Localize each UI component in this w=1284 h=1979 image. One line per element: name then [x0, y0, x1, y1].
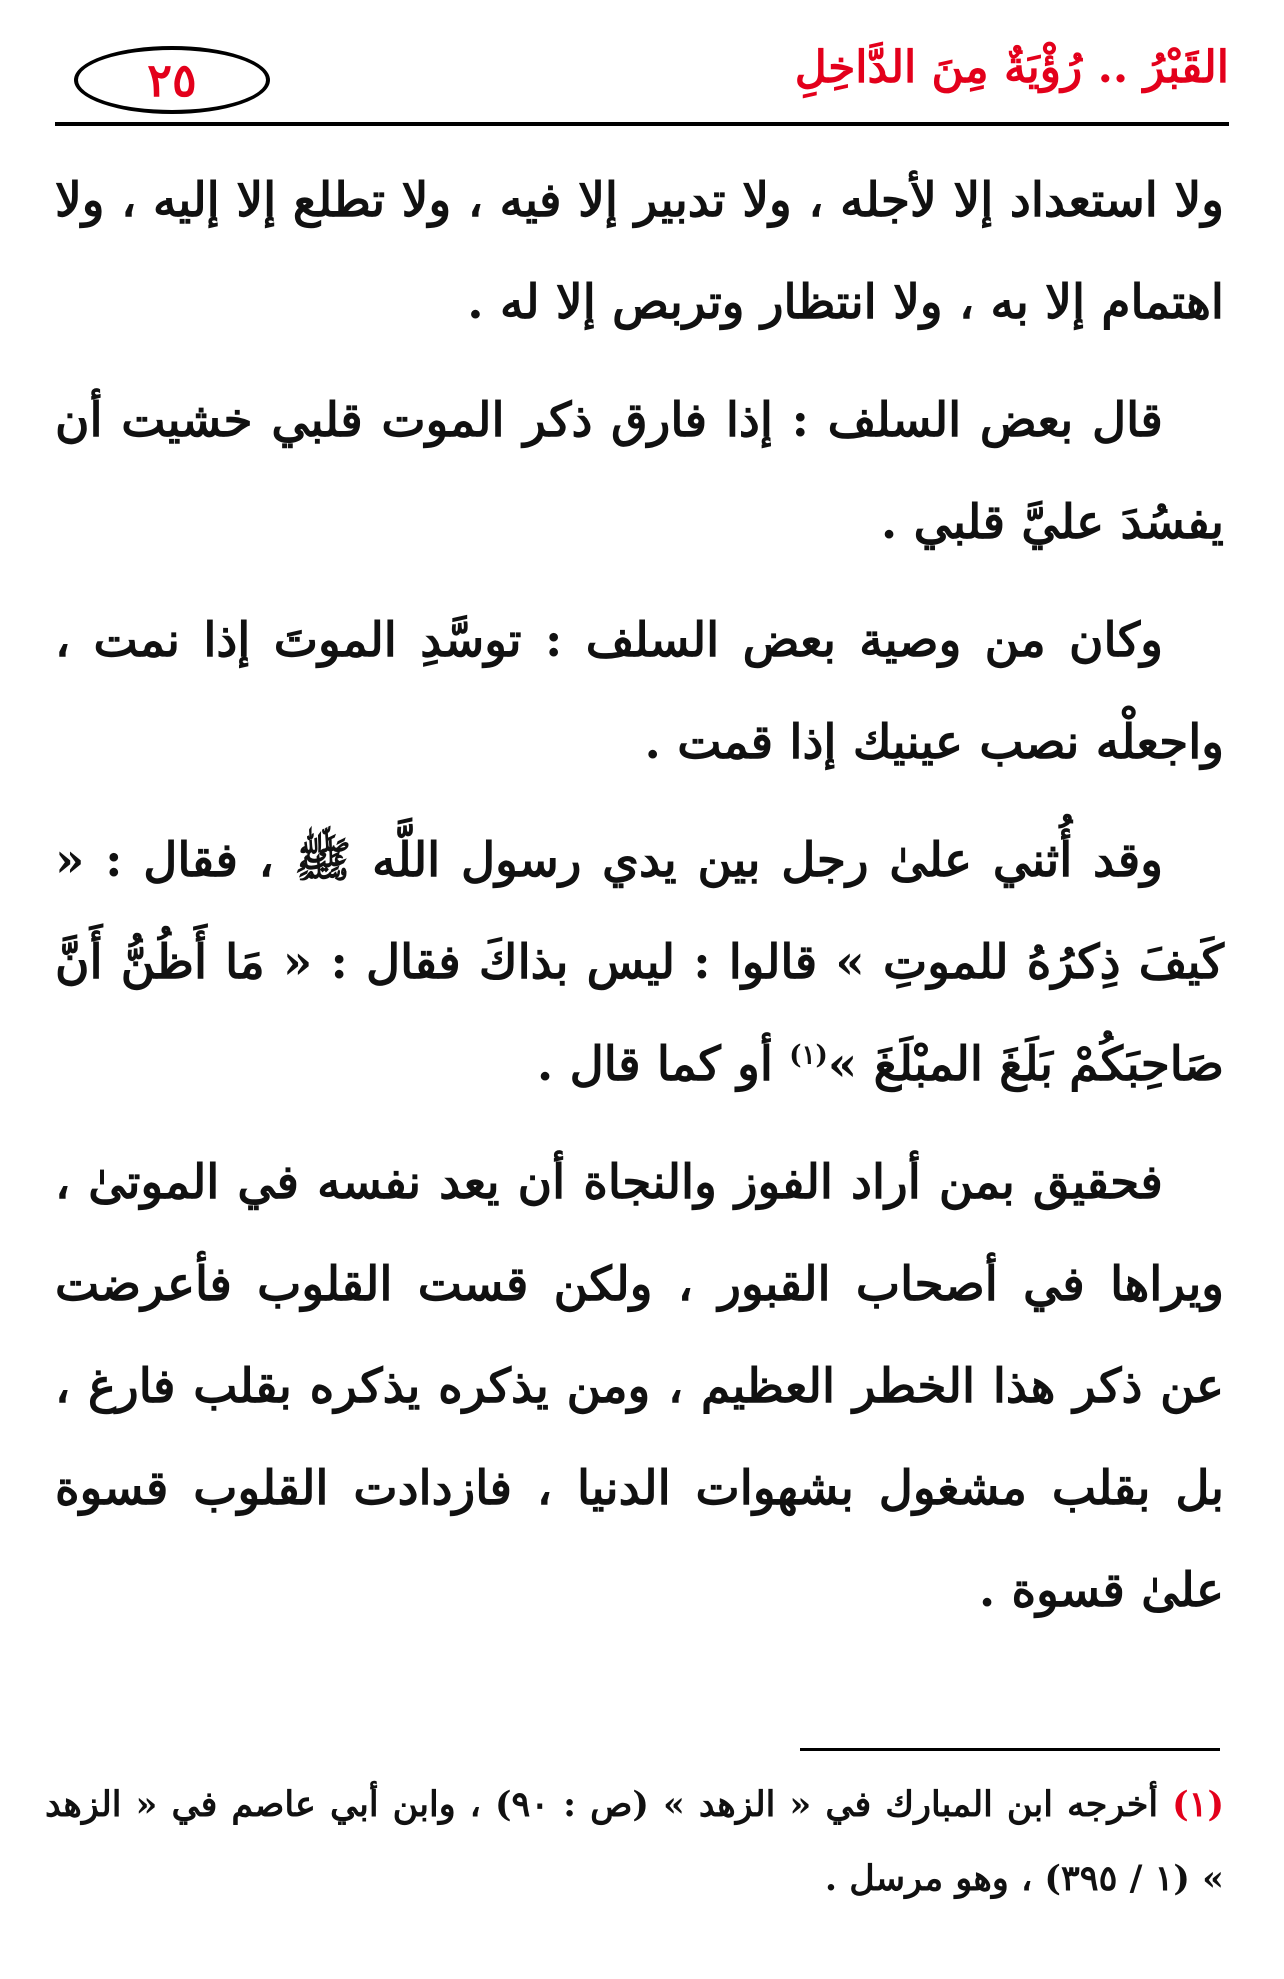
- header-divider: [55, 122, 1229, 126]
- page-number: ٢٥: [74, 46, 270, 114]
- hadith-quote: « كَيفَ ذِكرُهُ للموتِ »: [55, 833, 1224, 990]
- hadith-quote: « مَا أَظُنُّ أَنَّ صَاحِبَكُمْ بَلَغَ المبْلَغَ »: [55, 935, 1224, 1092]
- footnote-text: أخرجه ابن المبارك في « الزهد » (ص : ٩٠) ، وابن أبي عاصم في « الزهد » (١ / ٣٩٥) ، وهو مرسل .: [45, 1784, 1224, 1899]
- footnote-reference[interactable]: (١): [789, 1040, 828, 1071]
- paragraph: فحقيق بمن أراد الفوز والنجاة أن يعد نفسه في الموتىٰ ، ويراها في أصحاب القبور ، ولكن قست القلوب فأعرضت عن ذكر هذا الخطر العظيم ، ومن يذكره يذكره بقلب فارغ ، بل بقلب مشغول بشهوات الدنيا ، فازدادت القلوب قسوة علىٰ قسوة .: [55, 1155, 1224, 1618]
- paragraph: وكان من وصية بعض السلف : توسَّدِ الموتَ إذا نمت ، واجعلْه نصب عينيك إذا قمت .: [55, 613, 1224, 770]
- narration-closing: أو كما قال .: [536, 1037, 773, 1092]
- paragraph: قال بعض السلف : إذا فارق ذكر الموت قلبي خشيت أن يفسُدَ عليَّ قلبي .: [55, 393, 1224, 550]
- paragraph-hadith: [55, 810, 1224, 1116]
- narration-reply: قالوا : ليس بذاكَ فقال :: [330, 935, 818, 990]
- footnote-marker: (١): [1172, 1784, 1224, 1825]
- paragraph: ولا استعداد إلا لأجله ، ولا تدبير إلا فيه ، ولا تطلع إلا إليه ، ولا اهتمام إلا به ، ولا انتظار وتربص إلا له .: [55, 173, 1224, 330]
- running-title: القَبْرُ .. رُؤْيَةٌ مِنَ الدَّاخِلِ: [794, 42, 1229, 93]
- narration-intro: وقد أُثني علىٰ رجل بين يدي رسول اللَّه ﷺ ، فقال :: [105, 833, 1163, 888]
- footnote: [45, 1768, 1224, 1916]
- footnote-divider: [800, 1748, 1220, 1751]
- main-text: [55, 150, 1224, 1658]
- page-header: [60, 38, 1229, 130]
